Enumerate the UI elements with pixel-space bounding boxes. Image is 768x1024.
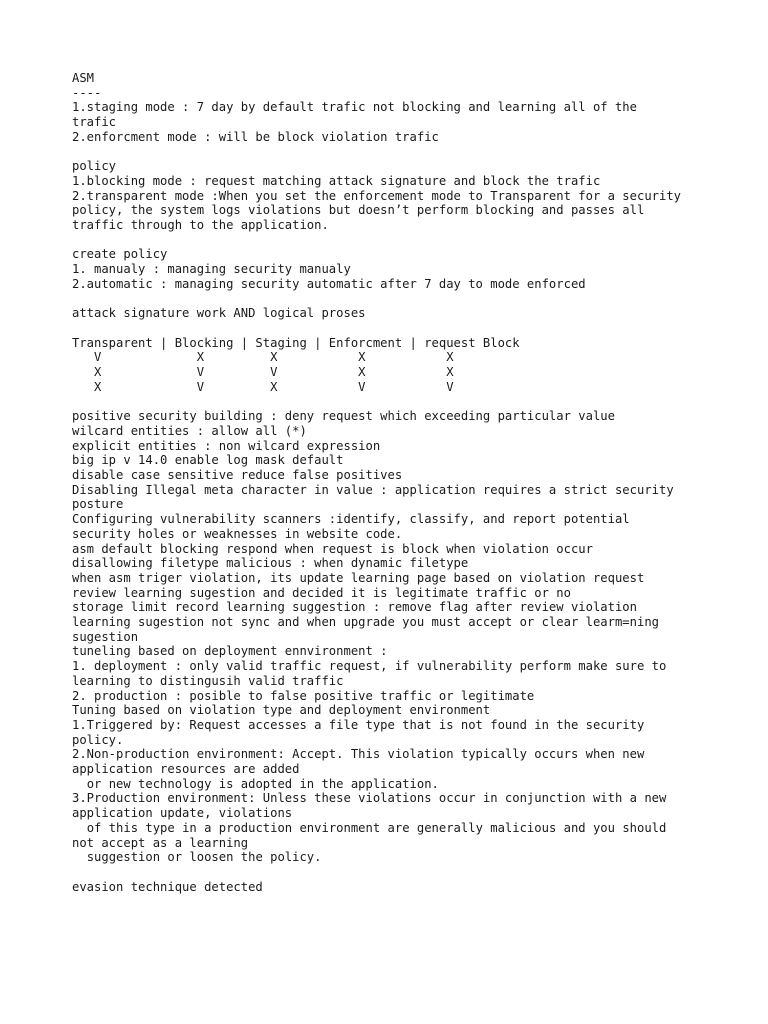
text-line: disable case sensitive reduce false positives <box>72 467 403 482</box>
text-line: review learning sugestion and decided it is legitimate traffic or no <box>72 585 571 600</box>
text-line: 2.transparent mode :When you set the enforcement mode to Transparent for a security policy, the system logs violations but doesn’t perform blocking and passes all traffic through to the application. <box>72 188 682 233</box>
text-line: suggestion or loosen the policy. <box>72 850 322 865</box>
text-line: learning sugestion not sync and when upgrade you must accept or clear learm=ning sugestion <box>72 615 659 644</box>
text-line: wilcard entities : allow all (*) <box>72 423 307 438</box>
text-line: 2.automatic : managing security automatic after 7 day to mode enforced <box>72 276 586 291</box>
text-line: X V X V V <box>72 379 454 394</box>
text-line: or new technology is adopted in the application. <box>72 776 439 791</box>
text-line: Configuring vulnerability scanners :identify, classify, and report potential security holes or weaknesses in website code. <box>72 512 630 541</box>
text-line: 1.blocking mode : request matching attack signature and block the trafic <box>72 173 601 188</box>
text-line: when asm triger violation, its update learning page based on violation request <box>72 570 645 585</box>
text-line: create policy <box>72 247 168 262</box>
text-line: Transparent | Blocking | Staging | Enforcment | request Block <box>72 335 520 350</box>
text-line: policy <box>72 159 117 174</box>
text-line: 2.Non-production environment: Accept. This violation typically occurs when new application resources are added <box>72 747 645 777</box>
text-line: V X X X X <box>72 350 454 365</box>
text-line: 1. manualy : managing security manualy <box>72 262 351 277</box>
document-body <box>72 71 712 894</box>
text-line: tuneling based on deployment ennvironment : <box>72 644 388 659</box>
text-line: disallowing filetype malicious : when dynamic filetype <box>72 556 469 571</box>
text-line: ---- <box>72 85 102 100</box>
text-line: attack signature work AND logical proses <box>72 306 366 321</box>
text-line: evasion technique detected <box>72 879 263 894</box>
text-line: big ip v 14.0 enable log mask default <box>72 453 344 468</box>
text-line: Tuning based on violation type and deployment environment <box>72 703 491 718</box>
text-line: 2.enforcment mode : will be block violation trafic <box>72 129 439 144</box>
text-line: explicit entities : non wilcard expression <box>72 438 381 453</box>
text-line: 1.Triggered by: Request accesses a file type that is not found in the security policy. <box>72 717 645 747</box>
text-line: 1.staging mode : 7 day by default trafic not blocking and learning all of the trafic <box>72 100 637 130</box>
text-line: asm default blocking respond when request is block when violation occur <box>72 541 593 556</box>
text-line: storage limit record learning suggestion : remove flag after review violation <box>72 600 637 615</box>
text-line: positive security building : deny request which exceeding particular value <box>72 409 615 424</box>
text-line: ASM <box>72 71 95 85</box>
text-line: X V V X X <box>72 365 454 380</box>
text-line: 2. production : posible to false positive traffic or legitimate <box>72 688 535 703</box>
text-line: 1. deployment : only valid traffic request, if vulnerability perform make sure to learning to distingusih valid traffic <box>72 659 667 688</box>
text-line: of this type in a production environment are generally malicious and you should not accept as a learning <box>72 820 667 850</box>
text-line: Disabling Illegal meta character in value : application requires a strict security posture <box>72 482 674 512</box>
text-line: 3.Production environment: Unless these violations occur in conjunction with a new application update, violations <box>72 791 667 821</box>
